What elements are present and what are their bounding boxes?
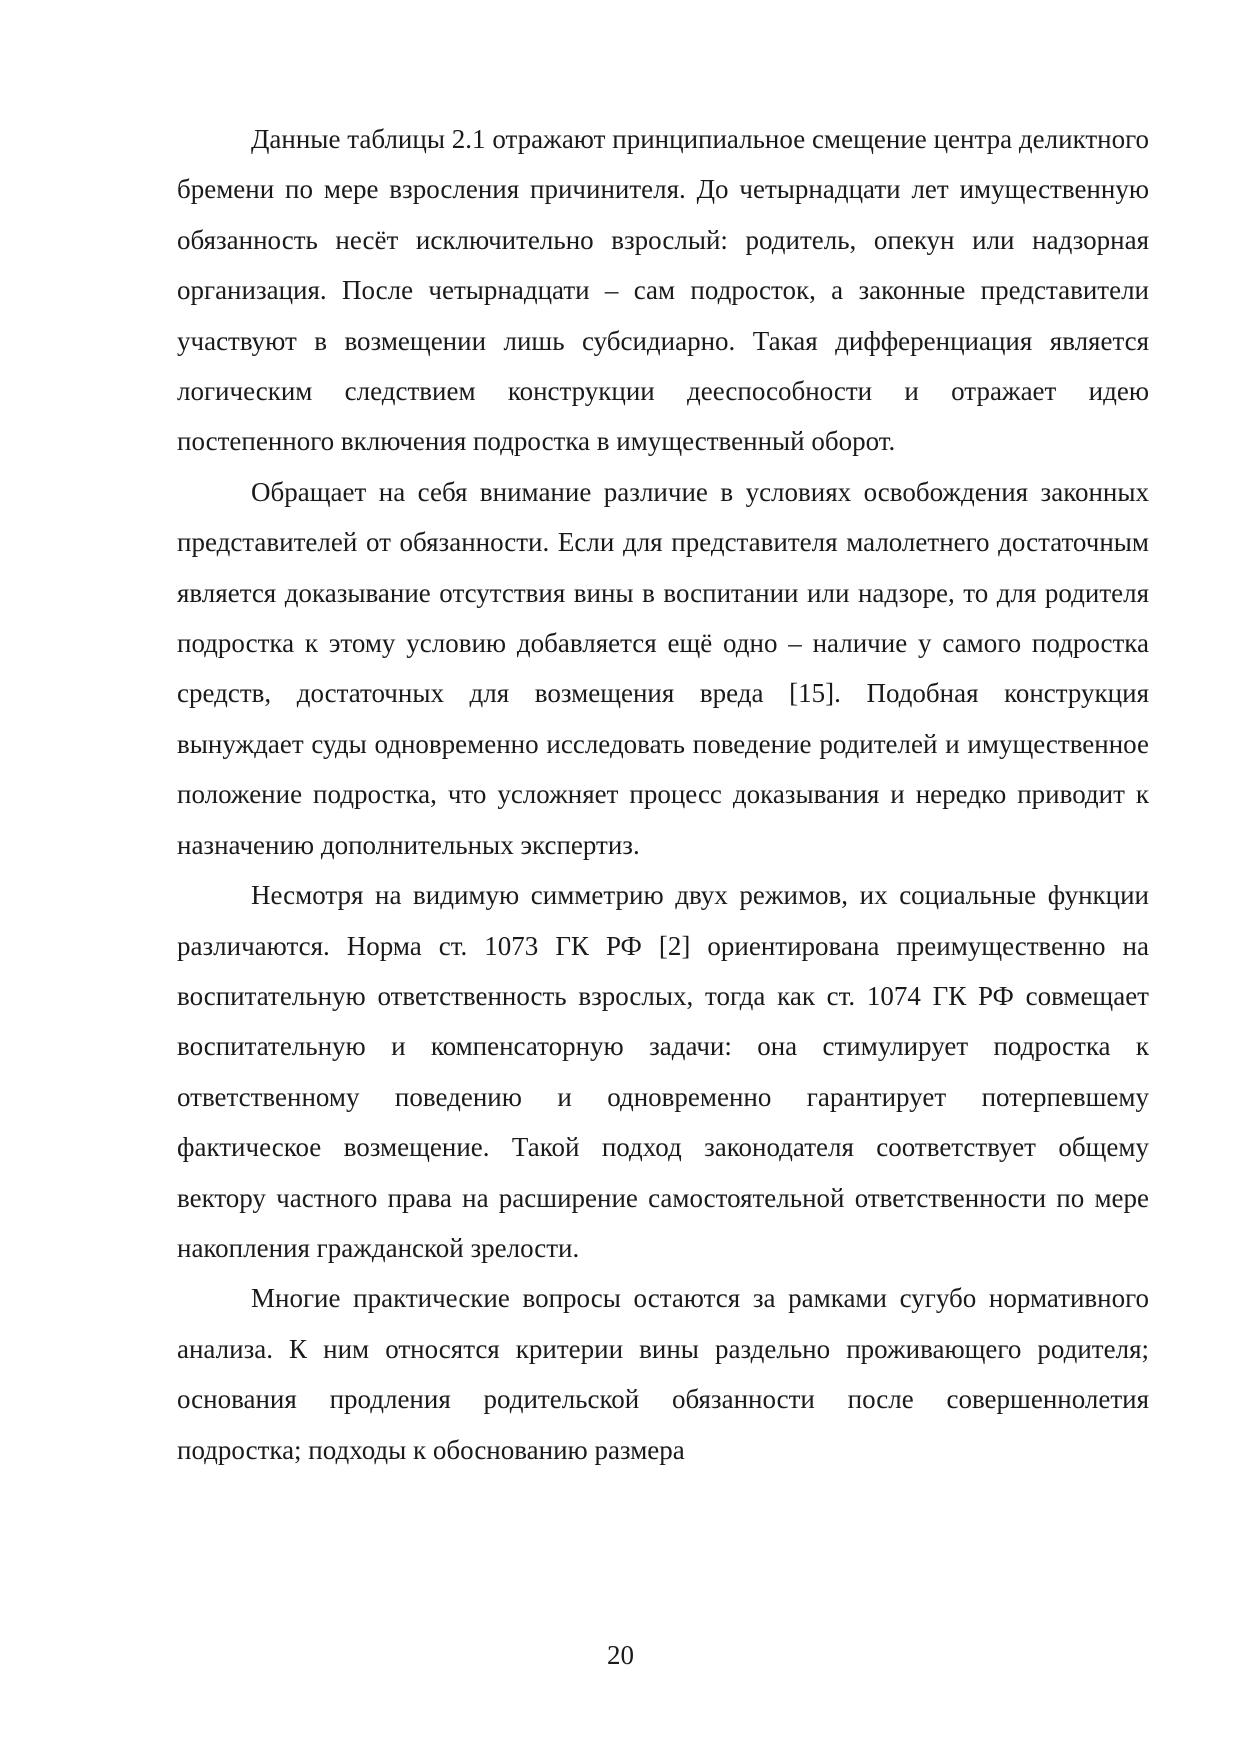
paragraph-1: Данные таблицы 2.1 отражают принципиальное смещение центра деликтного бремени по мере взросления причинителя. До четырнадцати лет имущественную обязанность несёт исключительно взрослый: родитель, опекун или надзорная организация. После четырнадцати – сам подросток, а законные представители участвуют в возмещении лишь субсидиарно. Такая дифференциация является логическим следствием конструкции дееспособности и отражает идею постепенного включения подростка в имущественный оборот. [177,124,1149,457]
page-number: 20 [607,1640,634,1670]
paragraph-2: Обращает на себя внимание различие в условиях освобождения законных представителей от обязанности. Если для представителя малолетнего достаточным является доказывание отсутствия вины в воспитании или надзоре, то для родителя подростка к этому условию добавляется ещё одно – наличие у самого подростка средств, достаточных для возмещения вреда [15]. Подобная конструкция вынуждает суды одновременно исследовать поведение родителей и имущественное положение подростка, что усложняет процесс доказывания и нередко приводит к назначению дополнительных экспертиз. [177,476,1149,860]
paragraph-3: Несмотря на видимую симметрию двух режимов, их социальные функции различаются. Норма ст. 1073 ГК РФ [2] ориентирована преимущественно на воспитательную ответственность взрослых, тогда как ст. 1074 ГК РФ совмещает воспитательную и компенсаторную задачи: она стимулирует подростка к ответственному поведению и одновременно гарантирует потерпевшему фактическое возмещение. Такой подход законодателя соответствует общему вектору частного права на расширение самостоятельной ответственности по мере накопления гражданской зрелости. [177,880,1149,1263]
paragraph-4: Многие практические вопросы остаются за рамками сугубо нормативного анализа. К ним относятся критерии вины раздельно проживающего родителя; основания продления родительской обязанности после совершеннолетия подростка; подходы к обоснованию размера [177,1283,1149,1465]
body-text [177,114,1149,1475]
